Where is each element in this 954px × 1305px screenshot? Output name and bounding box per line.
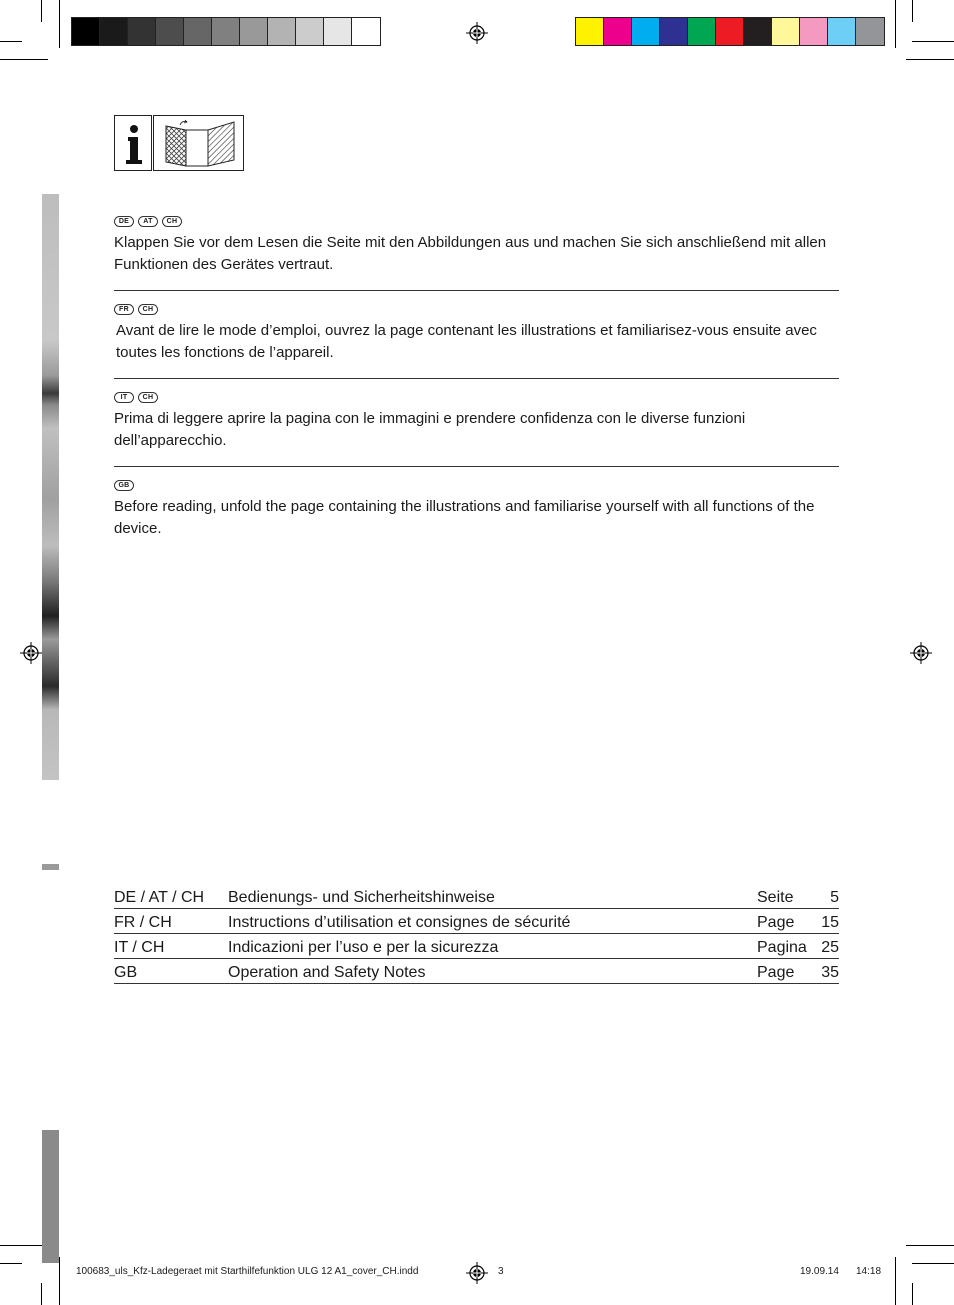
footer-page: 3 <box>498 1266 504 1277</box>
crop-mark <box>912 1263 954 1264</box>
footer-filename: 100683_uls_Kfz-Ladegeraet mit Starthilfefunktion ULG 12 A1_cover_CH.indd <box>76 1266 419 1277</box>
crop-mark <box>895 0 896 48</box>
color-swatch <box>576 18 604 45</box>
crop-mark <box>912 0 913 22</box>
toc-page-number: 5 <box>819 884 839 909</box>
grayscale-color-bar <box>71 17 381 46</box>
fold-out-page-icon <box>153 115 244 171</box>
toc-language: DE / AT / CH <box>114 884 228 909</box>
toc-page-number: 15 <box>819 909 839 934</box>
language-badge: AT <box>138 216 158 227</box>
gray-swatch <box>324 18 352 45</box>
gray-swatch <box>156 18 184 45</box>
instruction-text: Klappen Sie vor dem Lesen die Seite mit den Abbildungen aus und machen Sie sich anschließend mit allen Funktionen des Gerätes vertraut. <box>114 234 827 273</box>
language-badge: IT <box>114 392 134 403</box>
color-swatch <box>744 18 772 45</box>
crop-mark <box>912 41 954 42</box>
gray-swatch <box>268 18 296 45</box>
gray-swatch <box>100 18 128 45</box>
crop-mark <box>0 1263 22 1264</box>
language-badge: CH <box>162 216 182 227</box>
registration-mark-icon <box>466 1262 488 1284</box>
gray-swatch <box>72 18 100 45</box>
section-divider <box>114 290 839 291</box>
gray-swatch <box>128 18 156 45</box>
footer-date: 19.09.14 <box>800 1266 839 1277</box>
gray-swatch <box>212 18 240 45</box>
toc-title: Indicazioni per l’uso e per la sicurezza <box>228 934 757 959</box>
crop-mark <box>0 41 22 42</box>
toc-page-label: Page <box>757 959 819 984</box>
language-section-gb <box>114 480 840 540</box>
toc-page-label: Pagina <box>757 934 819 959</box>
toc-title: Bedienungs- und Sicherheitshinweise <box>228 884 757 909</box>
toc-page-label: Seite <box>757 884 819 909</box>
registration-mark-icon <box>910 642 932 664</box>
gray-swatch <box>352 18 380 45</box>
language-badges <box>114 392 840 405</box>
section-divider <box>114 378 839 379</box>
toc-row[interactable] <box>114 934 839 959</box>
toc-page-number: 35 <box>819 959 839 984</box>
color-swatch <box>800 18 828 45</box>
crop-mark <box>0 1245 48 1246</box>
toc-language: IT / CH <box>114 934 228 959</box>
table-of-contents <box>114 884 839 984</box>
color-swatch <box>856 18 884 45</box>
toc-row[interactable] <box>114 909 839 934</box>
toc-title: Instructions d’utilisation et consignes de sécurité <box>228 909 757 934</box>
crop-mark <box>41 1283 42 1305</box>
color-swatch <box>716 18 744 45</box>
crop-mark <box>906 59 954 60</box>
crop-mark <box>906 1245 954 1246</box>
gray-swatch <box>240 18 268 45</box>
instruction-text: Prima di leggere aprire la pagina con le immagini e prendere confidenza con le diverse funzioni dell’apparecchio. <box>114 410 746 449</box>
crop-mark <box>895 1257 896 1305</box>
side-strip-mark <box>42 864 59 870</box>
toc-row[interactable] <box>114 959 839 984</box>
side-photo-strip <box>42 194 59 780</box>
gray-swatch <box>184 18 212 45</box>
crop-mark <box>41 0 42 22</box>
language-badges <box>114 216 840 229</box>
info-icon <box>114 115 152 171</box>
color-swatch <box>688 18 716 45</box>
registration-mark-icon <box>20 642 42 664</box>
language-badge: CH <box>138 392 158 403</box>
gray-swatch <box>296 18 324 45</box>
language-section-it <box>114 392 840 452</box>
language-section-fr <box>114 304 840 364</box>
crop-mark <box>59 1257 60 1305</box>
language-badge: CH <box>138 304 158 315</box>
registration-mark-icon <box>466 22 488 44</box>
color-swatch <box>632 18 660 45</box>
language-badge: FR <box>114 304 134 315</box>
color-swatch <box>604 18 632 45</box>
instruction-text: Avant de lire le mode d’emploi, ouvrez la page contenant les illustrations et familiarisez-vous ensuite avec toutes les fonctions de l’appareil. <box>116 322 817 361</box>
crop-mark <box>0 59 48 60</box>
toc-language: FR / CH <box>114 909 228 934</box>
instruction-text: Before reading, unfold the page containing the illustrations and familiarise yourself with all functions of the device. <box>114 498 815 537</box>
toc-row[interactable] <box>114 884 839 909</box>
color-swatch <box>772 18 800 45</box>
toc-page-number: 25 <box>819 934 839 959</box>
footer-time: 14:18 <box>856 1266 882 1277</box>
toc-title: Operation and Safety Notes <box>228 959 757 984</box>
language-badge: GB <box>114 480 134 491</box>
section-divider <box>114 466 839 467</box>
crop-mark <box>912 1283 913 1305</box>
language-badges <box>114 304 840 317</box>
color-swatch <box>660 18 688 45</box>
process-color-bar <box>575 17 885 46</box>
language-section-de <box>114 216 840 276</box>
language-badges <box>114 480 840 493</box>
toc-language: GB <box>114 959 228 984</box>
language-badge: DE <box>114 216 134 227</box>
crop-mark <box>59 0 60 48</box>
side-strip-bottom <box>42 1130 59 1263</box>
toc-page-label: Page <box>757 909 819 934</box>
color-swatch <box>828 18 856 45</box>
